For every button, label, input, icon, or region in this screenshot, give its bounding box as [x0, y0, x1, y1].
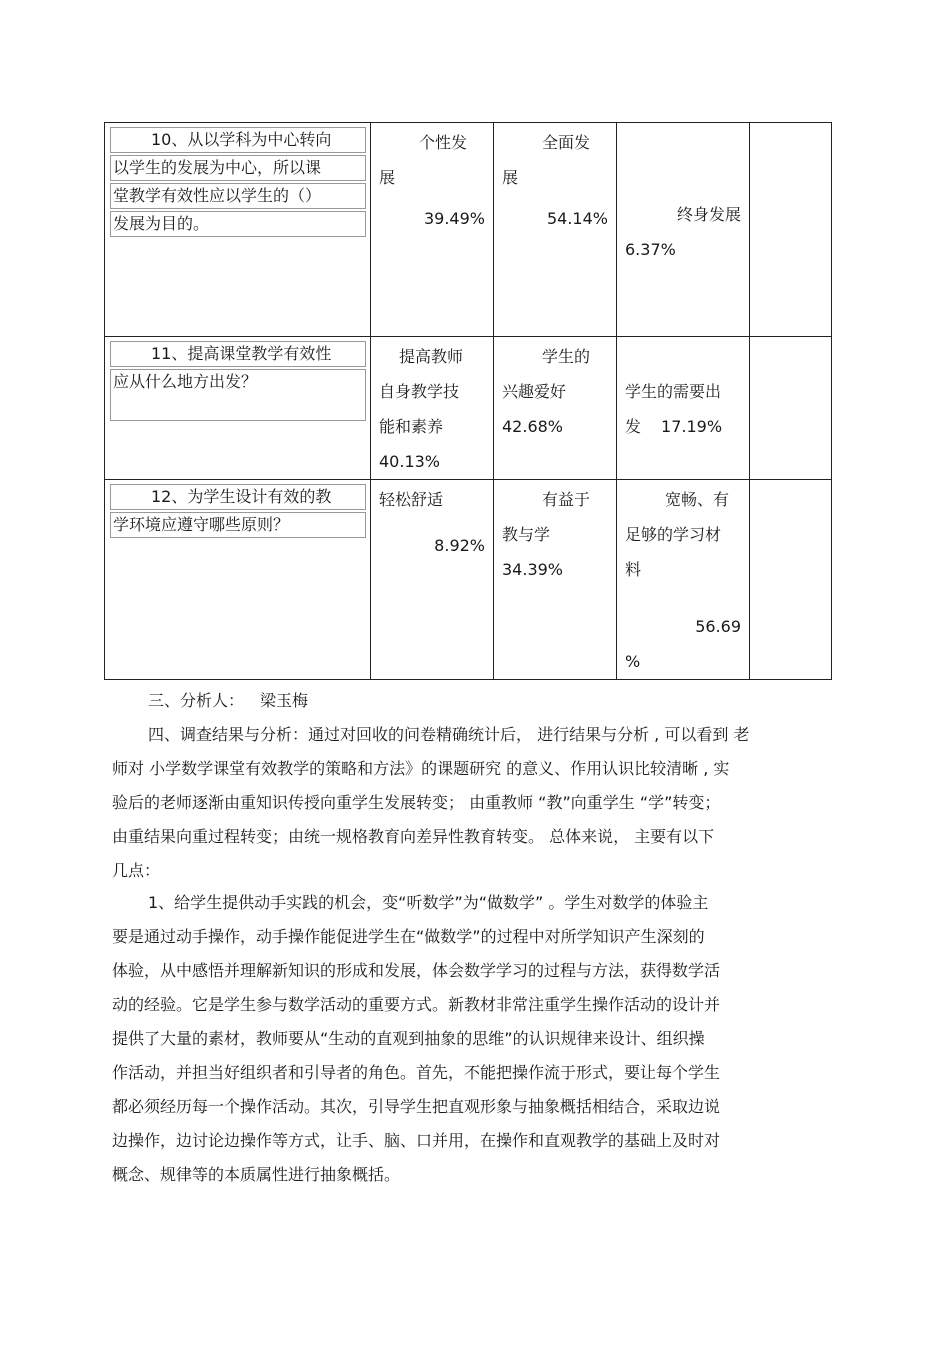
option-percent: 42.68%: [502, 417, 564, 436]
question-cell: [105, 123, 371, 337]
option-percent-tail: %: [625, 652, 641, 671]
paragraph-line: 边操作，边讨论边操作等方式，让手、脑、口并用，在操作和直观教学的基础上及时对: [112, 1131, 721, 1150]
paragraph-line: 验后的老师逐渐由重知识传授向重学生发展转变； 由重教师 “教”向重学生 “学”转变；: [112, 793, 721, 812]
option-text: 料: [625, 560, 642, 579]
option-percent: 8.92%: [434, 536, 485, 555]
option-text: 能和素养: [379, 417, 444, 436]
option-b-cell: [494, 480, 617, 680]
paragraph-line: 师对 小学数学课堂有效教学的策略和方法》的课题研究 的意义、作用认识比较清晰 , 实: [112, 759, 730, 778]
table-row: [105, 480, 832, 680]
survey-table: [104, 122, 832, 680]
option-text: 教与学: [502, 525, 551, 544]
question-line: 11、提高课堂教学有效性: [110, 341, 366, 367]
option-text: 兴趣爱好: [502, 382, 567, 401]
option-text: 发: [625, 417, 642, 436]
analyst-label: 三、分析人：: [148, 691, 245, 710]
option-text: 学生的: [542, 347, 591, 366]
empty-cell: [750, 123, 832, 337]
question-line: 应从什么地方出发？: [110, 369, 366, 421]
option-line: [625, 409, 741, 444]
option-text: 展: [502, 168, 519, 187]
paragraph-line: 提供了大量的素材，教师要从“生动的直观到抽象的思维”的认识规律来设计、组织操: [112, 1029, 705, 1048]
option-percent: 54.14%: [546, 209, 608, 228]
option-c-cell: [617, 337, 750, 480]
section-4-paragraph: [112, 718, 840, 888]
option-percent: 40.13%: [379, 452, 441, 471]
option-a-cell: [371, 123, 494, 337]
option-text: 足够的学习材: [625, 525, 722, 544]
paragraph-line: 都必须经历每一个操作活动。其次，引导学生把直观形象与抽象概括相结合，采取边说: [112, 1097, 721, 1116]
option-b-cell: [494, 123, 617, 337]
paragraph-line: 1、给学生提供动手实践的机会，变“听数学”为“做数学” 。学生对数学的体验主: [148, 893, 709, 912]
point-1-paragraph: [112, 886, 840, 1192]
paragraph-line: 几点：: [112, 861, 161, 880]
question-cell: [105, 337, 371, 480]
option-a-cell: [371, 337, 494, 480]
paragraph-line: 要是通过动手操作，动手操作能促进学生在“做数学”的过程中对所学知识产生深刻的: [112, 927, 705, 946]
question-line: 学环境应遵守哪些原则？: [110, 512, 366, 538]
option-text: 全面发: [542, 133, 591, 152]
paragraph-line: 体验，从中感悟并理解新知识的形成和发展，体会数学学习的过程与方法，获得数学活: [112, 961, 721, 980]
option-b-cell: [494, 337, 617, 480]
option-text: 轻松舒适: [379, 490, 444, 509]
question-line: 堂教学有效性应以学生的（）: [110, 183, 366, 209]
option-text: 展: [379, 168, 396, 187]
option-percent: 56.69: [695, 617, 741, 636]
option-text: 提高教师: [399, 347, 464, 366]
paragraph-line: 由重结果向重过程转变；由统一规格教育向差异性教育转变。 总体来说， 主要有以下: [112, 827, 715, 846]
option-percent: 6.37%: [625, 240, 676, 259]
analyst-line: [148, 684, 876, 718]
paragraph-line: 四、调查结果与分析：通过对回收的问卷精确统计后， 进行结果与分析 , 可以看到 老: [148, 725, 750, 744]
table-row: [105, 337, 832, 480]
paragraph-line: 动的经验。它是学生参与数学活动的重要方式。新教材非常注重学生操作活动的设计并: [112, 995, 721, 1014]
option-text: 有益于: [542, 490, 591, 509]
option-percent: 17.19%: [661, 417, 723, 436]
question-line: 10、从以学科为中心转向: [110, 127, 366, 153]
option-text: 自身教学技: [379, 382, 460, 401]
option-text: 个性发: [419, 133, 468, 152]
empty-cell: [750, 337, 832, 480]
option-c-cell: [617, 123, 750, 337]
question-line: 发展为目的。: [110, 211, 366, 237]
option-text: 宽畅、有: [665, 490, 730, 509]
question-line: 以学生的发展为中心，所以课: [110, 155, 366, 181]
option-c-cell: [617, 480, 750, 680]
option-text: 终身发展: [676, 205, 741, 224]
paragraph-line: 概念、规律等的本质属性进行抽象概括。: [112, 1165, 401, 1184]
option-a-cell: [371, 480, 494, 680]
paragraph-line: 作活动，并担当好组织者和引导者的角色。首先，不能把操作流于形式，要让每个学生: [112, 1063, 721, 1082]
analyst-name: 梁玉梅: [260, 691, 309, 710]
empty-cell: [750, 480, 832, 680]
option-percent: 39.49%: [423, 209, 485, 228]
option-text: 学生的需要出: [625, 382, 722, 401]
table-row: [105, 123, 832, 337]
option-percent: 34.39%: [502, 560, 564, 579]
question-cell: [105, 480, 371, 680]
question-line: 12、为学生设计有效的教: [110, 484, 366, 510]
